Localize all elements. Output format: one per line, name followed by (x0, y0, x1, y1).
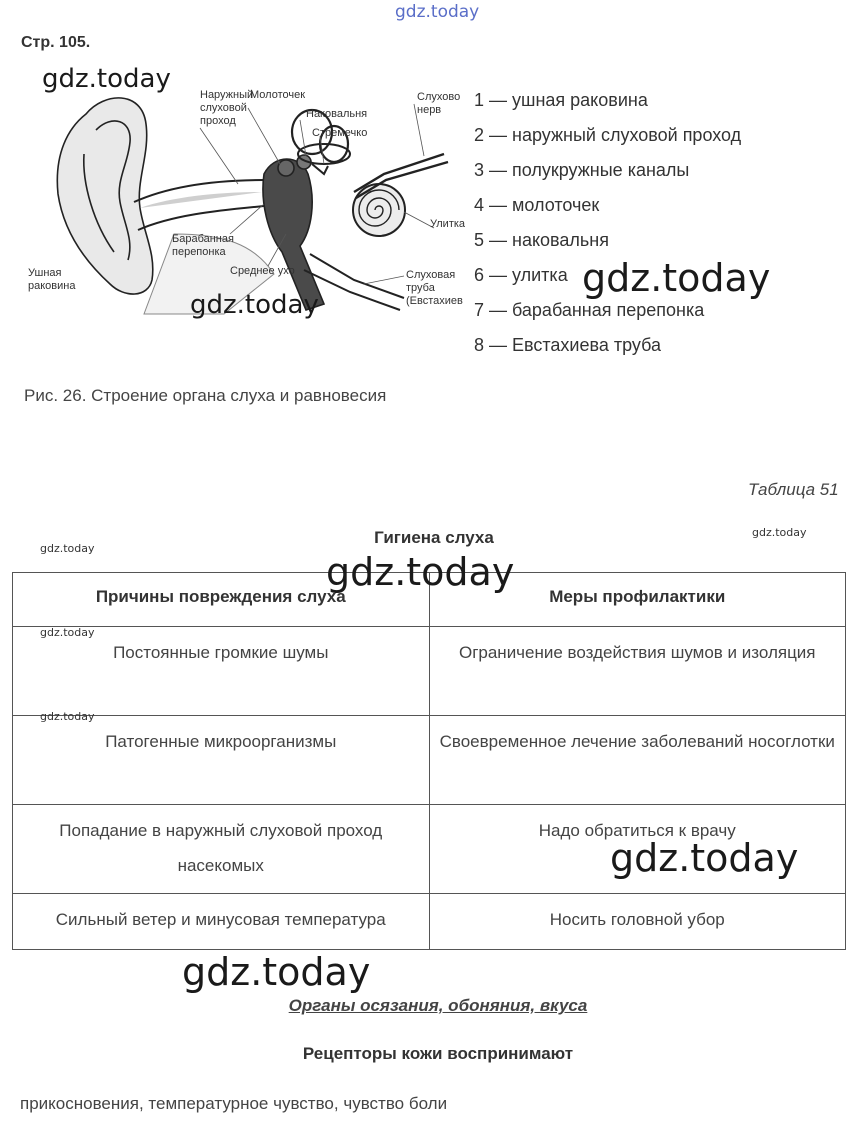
label-eustachian-1: Слуховая (406, 269, 456, 281)
receptors-text: прикосновения, температурное чувство, чувство боли (20, 1094, 448, 1113)
watermark-top: gdz.today (395, 2, 480, 22)
table-number: Таблица 51 (748, 480, 839, 499)
watermark-main: gdz.today (610, 836, 799, 880)
figure-caption: Рис. 26. Строение органа слуха и равновесия (24, 386, 387, 405)
page-label: Стр. 105. (21, 34, 91, 51)
label-eardrum-1: Барабанная (172, 233, 234, 245)
ear-illustration (57, 98, 448, 314)
legend-item: 6 — улитка (474, 265, 568, 285)
label-incus: Наковальня (306, 108, 368, 120)
watermark-main: gdz.today (42, 64, 171, 94)
watermark-main: gdz.today (582, 256, 771, 300)
label-cochlea: Улитка (430, 218, 466, 230)
table-cell: Сильный ветер и минусовая температура (13, 894, 430, 950)
legend-item: 4 — молоточек (474, 195, 600, 215)
receptors-heading: Рецепторы кожи воспринимают (302, 1044, 574, 1063)
watermark-small: gdz.today (40, 710, 95, 723)
table-cell: Носить головной убор (429, 894, 846, 950)
label-eustachian-2: труба (406, 282, 435, 294)
label-pinna-2: раковина (28, 280, 76, 292)
label-middle-ear: Среднее ухо (230, 265, 295, 277)
table-cell: Патогенные микроорганизмы (13, 716, 430, 805)
table-cell: Постоянные громкие шумы (13, 627, 430, 716)
label-malleus: Молоточек (250, 89, 306, 101)
label-outer-canal-1: Наружный (200, 89, 254, 101)
table-title: Гигиена слуха (374, 528, 494, 547)
label-auditory-nerve-1: Слухово (417, 91, 461, 103)
table-cell: Своевременное лечение заболеваний носоглотки (429, 716, 846, 805)
column-header: Меры профилактики (429, 573, 846, 627)
legend-item: 8 — Евстахиева труба (474, 335, 662, 355)
section-title: Органы осязания, обоняния, вкуса (288, 996, 588, 1015)
legend-item: 2 — наружный слуховой проход (474, 125, 742, 145)
legend-item: 7 — барабанная перепонка (474, 300, 705, 320)
watermark-main: gdz.today (182, 950, 371, 994)
watermark-small: gdz.today (40, 542, 95, 555)
label-eustachian-3: (Евстахиев (406, 295, 463, 307)
diagram-legend (474, 88, 741, 368)
legend-item: 1 — ушная раковина (474, 90, 648, 110)
label-stapes: Стремечко (312, 127, 368, 139)
table-row (13, 627, 846, 716)
legend-item: 5 — наковальня (474, 230, 609, 250)
column-header: Причины повреждения слуха (13, 573, 430, 627)
label-outer-canal-3: проход (200, 115, 236, 127)
table-cell: Попадание в наружный слуховой проход насекомых (13, 805, 430, 894)
label-auditory-nerve-2: нерв (417, 104, 442, 116)
table-cell: Надо обратиться к врачу (429, 805, 846, 894)
label-eardrum-2: перепонка (172, 246, 226, 258)
table-row (13, 894, 846, 950)
watermark-small: gdz.today (40, 626, 95, 639)
ear-diagram (24, 84, 472, 316)
label-outer-canal-2: слуховой (200, 102, 247, 114)
label-pinna-1: Ушная (28, 267, 62, 279)
watermark-main: gdz.today (326, 550, 515, 594)
watermark-small: gdz.today (752, 526, 807, 539)
table-cell: Ограничение воздействия шумов и изоляция (429, 627, 846, 716)
hearing-hygiene-table (12, 572, 846, 950)
watermark-main: gdz.today (190, 290, 319, 320)
legend-item: 3 — полукружные каналы (474, 160, 690, 180)
table-row (13, 716, 846, 805)
